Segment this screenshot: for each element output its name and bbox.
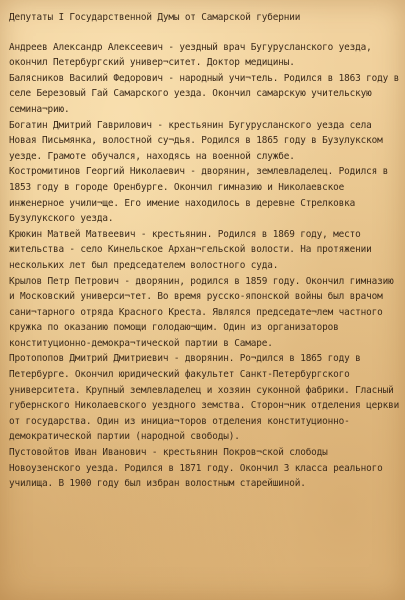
deputy-entry-krylov: Крылов Петр Петрович - дворянин, родился в 1859 году. Окончил гимназию и Московский универси¬тет. Во время русско-японской войны был врачом сани¬тарного отряда Красного Креста. Являлся председате¬лем частного кружка по оказанию помощи голодаю¬щим. Один из организаторов конституционно-демокра¬тической партии в Самаре. — [9, 275, 400, 349]
deputy-entry-andreev: Андреев Александр Алексеевич - уездный врач Бугурусланского уезда, окончил Петербургский универ¬ситет. Доктор медицины. — [9, 41, 378, 69]
deputy-entry-kryukin: Крюкин Матвей Матвеевич - крестьянин. Родился в 1869 году, место жительства - село Кинельское Архан¬гельской волости. На протяжении нескольких лет был председателем волостного суда. — [9, 228, 378, 271]
deputy-entry-pustovoytov: Пустовойтов Иван Иванович - крестьянин Покров¬ской слободы Новоузенского уезда. Родился в 1871 году. Окончил 3 класса реального училища. В 1900 году был избран волостным старейшиной. — [9, 447, 389, 490]
deputy-entry-bogatin: Богатин Дмитрий Гаврилович - крестьянин Бугурусланского уезда села Новая Письмянка, волостной су¬дья. Родился в 1865 году в Бузулукском уезде. Грамоте обучался, находясь на военной службе. — [9, 119, 389, 162]
document-title: Депутаты I Государственной Думы от Самарской губернии — [9, 12, 301, 23]
deputy-entry-protopopov: Протопопов Дмитрий Дмитриевич - дворянин. Ро¬дился в 1865 году в Петербурге. Окончил юридический факультет Санкт-Петербургского университета. Крупный землевладелец и хозяин суконной фабрики. Гласный губернского Николаевского уездного земства. Сторон¬ник отделения церкви от государства. Один из инициа¬торов отделения конституционно-демократической партии (народной свободы). — [9, 353, 405, 443]
deputy-entry-kostromitinov: Костромитинов Георгий Николаевич - дворянин, землевладелец. Родился в 1853 году в городе Оренбурге. Окончил гимназию и Николаевское инженерное учили¬ще. Его имение находилось в деревне Стрелковка Бузулукского уезда. — [9, 166, 394, 225]
document-body — [9, 10, 405, 492]
deputy-entry-balyasnikov: Балясников Василий Федорович - народный учи¬тель. Родился в 1863 году в селе Березовый Гай Самарского уезда. Окончил самарскую учительскую семина¬рию. — [9, 72, 405, 115]
